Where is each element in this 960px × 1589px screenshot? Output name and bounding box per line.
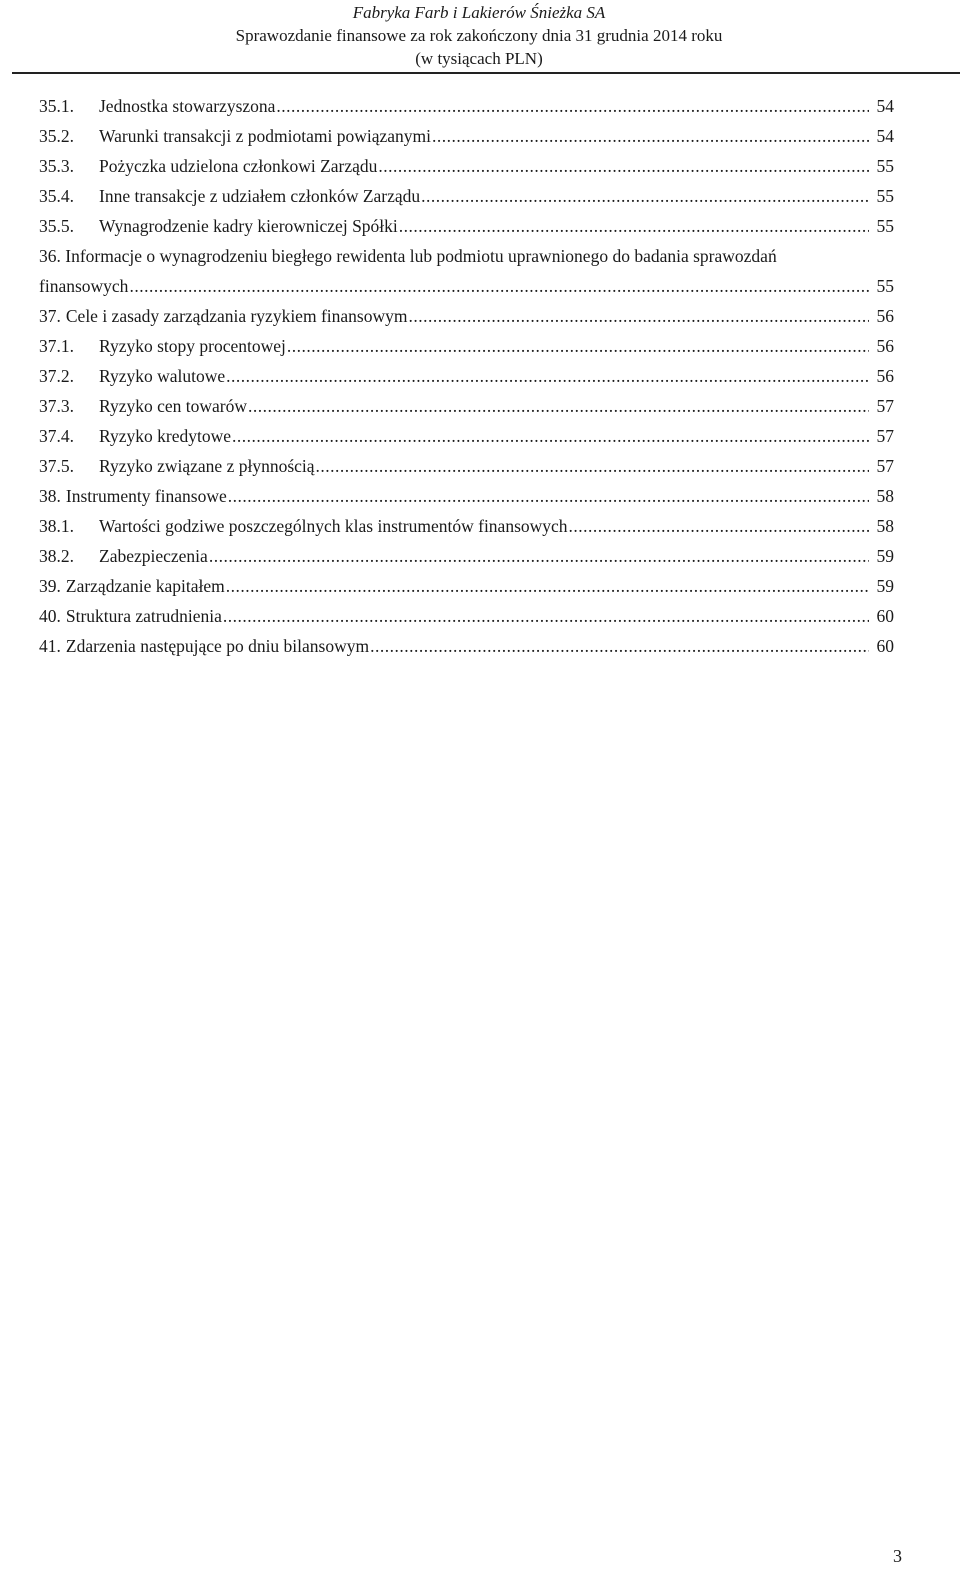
toc-entry-number: 39. (39, 576, 61, 596)
toc-dot-leader (421, 186, 869, 206)
toc-entry-number: 38. (39, 486, 61, 506)
toc-entry-page: 60 (876, 636, 894, 656)
toc-dot-leader (370, 636, 869, 656)
toc-dot-leader (226, 576, 869, 596)
toc-dot-leader (228, 486, 869, 506)
toc-entry-page: 59 (876, 546, 894, 566)
toc-entry-title: Ryzyko walutowe (99, 366, 226, 386)
toc-entry-35-2[interactable] (39, 126, 894, 156)
toc-dot-leader (287, 336, 869, 356)
toc-entry-number: 38.1. (39, 516, 74, 536)
toc-entry-37[interactable] (39, 306, 894, 336)
toc-entry-title: Zarządzanie kapitałem (65, 576, 225, 596)
toc-entry-38-2[interactable] (39, 546, 894, 576)
toc-entry-number: 37.4. (39, 426, 74, 446)
toc-entry-number: 37.1. (39, 336, 74, 356)
toc-entry-title: Wartości godziwe poszczególnych klas instrumentów finansowych (99, 516, 568, 536)
toc-entry-number: 35.4. (39, 186, 74, 206)
toc-entry-number: 35.2. (39, 126, 74, 146)
toc-entry-number: 35.1. (39, 96, 74, 116)
toc-entry-page: 56 (876, 366, 894, 386)
report-units: (w tysiącach PLN) (415, 49, 543, 68)
toc-dot-leader (129, 276, 869, 296)
toc-dot-leader (408, 306, 869, 326)
toc-entry-36[interactable] (39, 246, 894, 306)
toc-entry-page: 54 (876, 96, 894, 116)
toc-entry-40[interactable] (39, 606, 894, 636)
toc-dot-leader (209, 546, 869, 566)
toc-entry-page: 58 (876, 486, 894, 506)
toc-entry-page: 60 (876, 606, 894, 626)
page-header (0, 0, 960, 72)
toc-entry-35-3[interactable] (39, 156, 894, 186)
toc-entry-37-2[interactable] (39, 366, 894, 396)
toc-entry-number: 37.5. (39, 456, 74, 476)
toc-entry-number: 40. (39, 606, 61, 626)
toc-dot-leader (223, 606, 869, 626)
toc-entry-title: Ryzyko cen towarów (99, 396, 248, 416)
toc-entry-title-line1: Informacje o wynagrodzeniu biegłego rewidenta lub podmiotu uprawnionego do badania sprawozdań (65, 246, 777, 266)
report-title: Sprawozdanie finansowe za rok zakończony dnia 31 grudnia 2014 roku (235, 26, 723, 45)
toc-dot-leader (232, 426, 869, 446)
toc-entry-37-3[interactable] (39, 396, 894, 426)
toc-entry-38[interactable] (39, 486, 894, 516)
toc-entry-number: 37.3. (39, 396, 74, 416)
toc-entry-page: 56 (876, 306, 894, 326)
toc-entry-page: 59 (876, 576, 894, 596)
toc-dot-leader (432, 126, 869, 146)
toc-entry-39[interactable] (39, 576, 894, 606)
toc-entry-number: 38.2. (39, 546, 74, 566)
toc-entry-number: 35.5. (39, 216, 74, 236)
toc-entry-number: 36. (39, 246, 61, 266)
company-name: Fabryka Farb i Lakierów Śnieżka SA (352, 3, 606, 22)
toc-entry-page: 55 (876, 276, 894, 296)
toc-entry-title: Ryzyko kredytowe (99, 426, 231, 446)
toc-dot-leader (569, 516, 869, 536)
toc-entry-page: 57 (876, 426, 894, 446)
toc-dot-leader (316, 456, 869, 476)
toc-entry-37-4[interactable] (39, 426, 894, 456)
toc-entry-title: Wynagrodzenie kadry kierowniczej Spółki (99, 216, 398, 236)
toc-entry-38-1[interactable] (39, 516, 894, 546)
toc-entry-title: Warunki transakcji z podmiotami powiązanymi (99, 126, 431, 146)
table-of-contents (39, 96, 894, 666)
toc-entry-number: 35.3. (39, 156, 74, 176)
toc-entry-title-line2: finansowych (39, 276, 129, 296)
toc-dot-leader (276, 96, 869, 116)
toc-entry-page: 55 (876, 186, 894, 206)
page-number: 3 (893, 1546, 902, 1566)
toc-entry-title: Zdarzenia następujące po dniu bilansowym (65, 636, 370, 656)
toc-entry-35-4[interactable] (39, 186, 894, 216)
toc-entry-page: 55 (876, 156, 894, 176)
toc-entry-title: Pożyczka udzielona członkowi Zarządu (99, 156, 378, 176)
toc-entry-number: 37. (39, 306, 61, 326)
toc-entry-title: Jednostka stowarzyszona (99, 96, 276, 116)
toc-entry-35-1[interactable] (39, 96, 894, 126)
toc-entry-page: 58 (876, 516, 894, 536)
toc-entry-title: Struktura zatrudnienia (65, 606, 222, 626)
toc-entry-title: Instrumenty finansowe (65, 486, 227, 506)
toc-entry-number: 37.2. (39, 366, 74, 386)
toc-dot-leader (378, 156, 869, 176)
toc-entry-title: Zabezpieczenia (99, 546, 208, 566)
toc-entry-title: Inne transakcje z udziałem członków Zarządu (99, 186, 421, 206)
toc-entry-37-1[interactable] (39, 336, 894, 366)
toc-entry-title: Ryzyko stopy procentowej (99, 336, 286, 356)
toc-entry-41[interactable] (39, 636, 894, 666)
toc-dot-leader (248, 396, 869, 416)
toc-entry-35-5[interactable] (39, 216, 894, 246)
toc-dot-leader (399, 216, 869, 236)
toc-entry-page: 57 (876, 456, 894, 476)
toc-dot-leader (226, 366, 869, 386)
header-divider (12, 72, 960, 74)
toc-entry-page: 57 (876, 396, 894, 416)
toc-entry-page: 55 (876, 216, 894, 236)
toc-entry-page: 56 (876, 336, 894, 356)
toc-entry-title: Ryzyko związane z płynnością (99, 456, 315, 476)
toc-entry-title: Cele i zasady zarządzania ryzykiem finansowym (65, 306, 408, 326)
toc-entry-37-5[interactable] (39, 456, 894, 486)
toc-entry-page: 54 (876, 126, 894, 146)
toc-entry-number: 41. (39, 636, 61, 656)
